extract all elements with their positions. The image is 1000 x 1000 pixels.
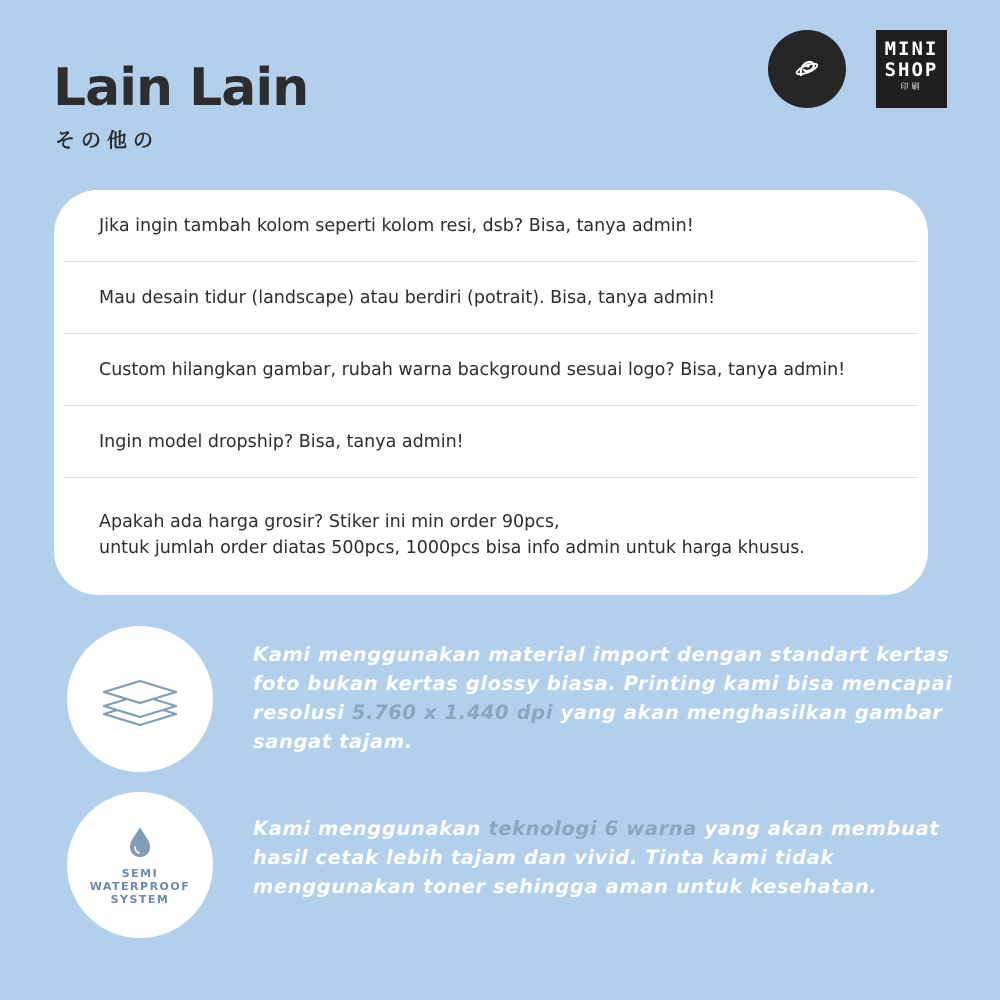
feature-text-part: Kami menggunakan xyxy=(253,817,489,840)
faq-item xyxy=(64,334,918,406)
logo-text-shop: SHOP xyxy=(884,59,939,81)
logo-text-kanji: 印刷 xyxy=(900,82,923,91)
faq-item-text xyxy=(99,509,805,561)
layers-icon xyxy=(98,657,182,741)
ink-feature-text xyxy=(253,814,953,901)
material-feature-text xyxy=(253,640,953,756)
material-feature-badge xyxy=(67,626,213,772)
faq-item xyxy=(64,406,918,478)
faq-item-line: untuk jumlah order diatas 500pcs, 1000pcs bisa info admin untuk harga khusus. xyxy=(99,538,805,558)
page-subtitle: その他の xyxy=(55,128,159,152)
feature-text-part: Kami menggunakan material import dengan standart kertas foto bukan kertas glossy biasa. Printing kami bisa mencapai resolusi xyxy=(253,643,953,724)
faq-item xyxy=(64,262,918,334)
feature-text-part: yang akan menghasilkan gambar sangat tajam. xyxy=(253,701,943,753)
faq-item-text: Ingin model dropship? Bisa, tanya admin! xyxy=(99,431,464,452)
resolution-highlight: 5.760 x 1.440 dpi xyxy=(351,701,554,724)
technology-highlight: teknologi 6 warna xyxy=(488,817,698,840)
faq-card xyxy=(54,190,928,595)
planet-glyph-icon xyxy=(792,54,822,84)
brand-circle-logo xyxy=(768,30,846,108)
page-title: Lain Lain xyxy=(53,58,309,118)
faq-item-text: Mau desain tidur (landscape) atau berdiri (potrait). Bisa, tanya admin! xyxy=(99,287,716,308)
water-drop-icon xyxy=(127,825,153,859)
logo-text-mini: MINI xyxy=(884,38,939,60)
faq-item xyxy=(64,478,918,590)
waterproof-feature-badge xyxy=(67,792,213,938)
faq-item-line: Apakah ada harga grosir? Stiker ini min order 90pcs, xyxy=(99,512,560,532)
feature-text-part: yang akan membuat hasil cetak lebih tajam dan vivid. Tinta kami tidak menggunakan toner sehingga aman untuk kesehatan. xyxy=(253,817,940,898)
faq-item-text: Custom hilangkan gambar, rubah warna background sesuai logo? Bisa, tanya admin! xyxy=(99,359,846,380)
mini-shop-logo xyxy=(876,30,947,108)
faq-item xyxy=(64,190,918,262)
faq-item-text: Jika ingin tambah kolom seperti kolom resi, dsb? Bisa, tanya admin! xyxy=(99,215,694,236)
waterproof-label: SEMI WATERPROOF SYSTEM xyxy=(89,866,191,906)
